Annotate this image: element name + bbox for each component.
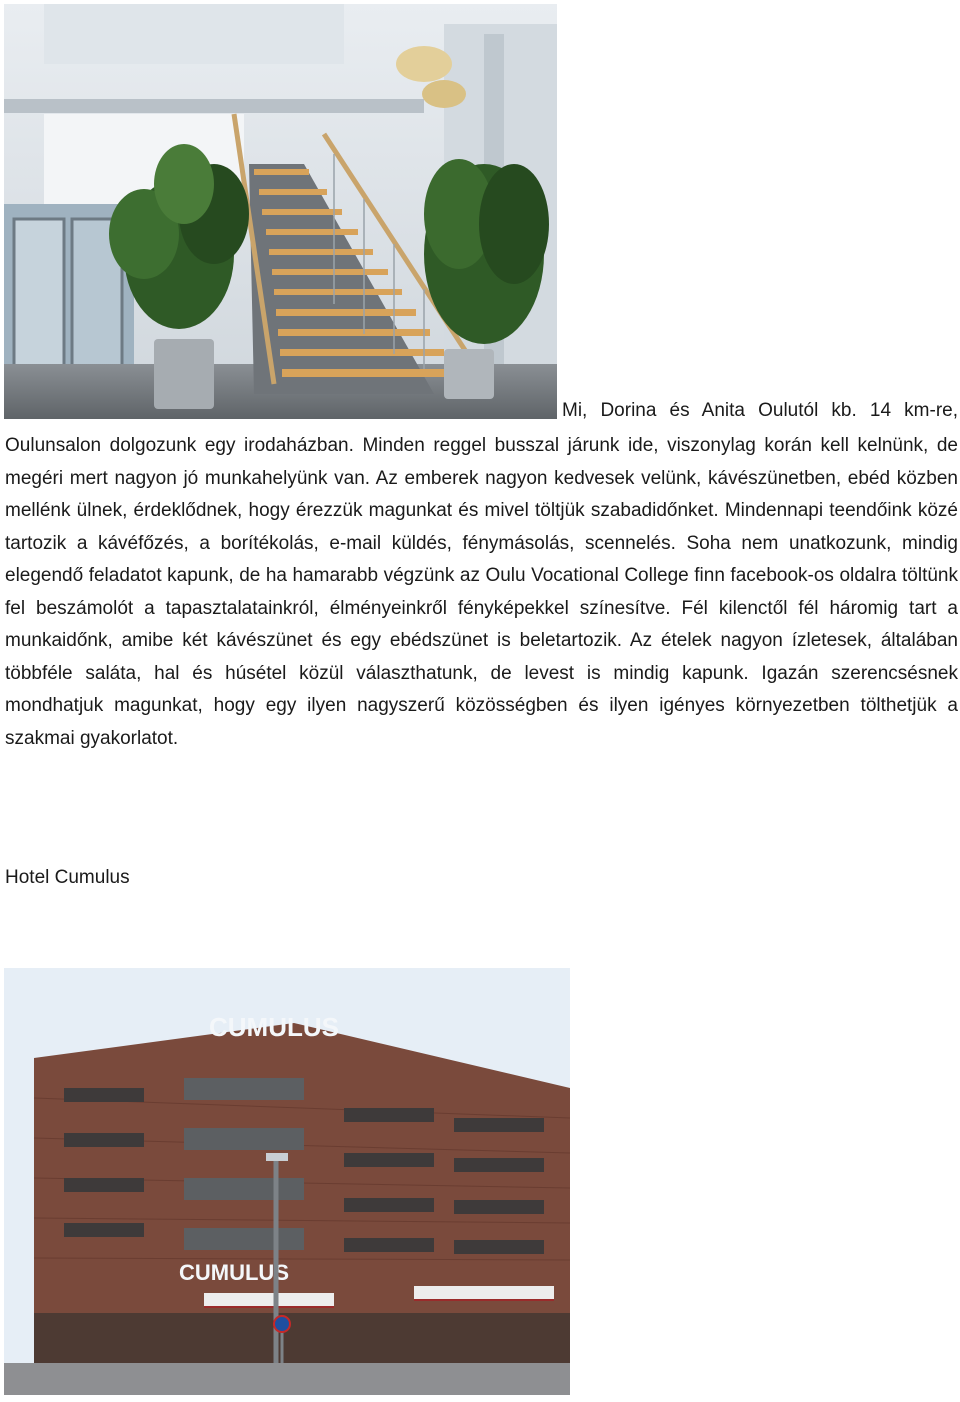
office-staircase-photo: [4, 4, 557, 419]
hotel-sign-top: CUMULUS: [209, 1012, 339, 1042]
hotel-cumulus-photo: [4, 968, 570, 1395]
hotel-caption: Hotel Cumulus: [5, 867, 130, 888]
body-paragraph: Oulunsalon dolgozunk egy irodaházban. Minden reggel busszal járunk ide, viszonylag korán kell kelnünk, de megéri mert nagyon jó munkahelyünk van. Az emberek nagyon kedvesek velünk, kávészünetben, ebéd közben mellénk ülnek, érdeklődnek, hogy érezzük magunkat és mivel töltjük szabadidőnket. Mindennapi teendőink közé tartozik a kávéfőzés, a borítékolás, e-mail küldés, fénymásolás, scennelés. Soha nem unatkozunk, mindig elegendő feladatot kapunk, de ha hamarabb végzünk az Oulu Vocational College finn facebook-os oldalra töltünk fel beszámolót a tapasztalatainkról, élményeinkről fényképekkel színesítve. Fél kilenctől fél háromig tart a munkaidőnk, amibe két kávészünet és egy ebédszünet is beletartozik. Az ételek nagyon ízletesek, általában többféle saláta, hal és húsétel közül választhatunk, de levest is mindig kapunk. Igazán szerencsésnek mondhatjuk magunkat, hogy egy ilyen nagyszerű közösségben és ilyen igényes környezetben tölthetjük a szakmai gyakorlatot.: [5, 435, 958, 749]
intro-line: Mi, Dorina és Anita Oulutól kb. 14 km-re,: [562, 400, 958, 421]
hotel-sign-bottom: CUMULUS: [179, 1260, 289, 1285]
